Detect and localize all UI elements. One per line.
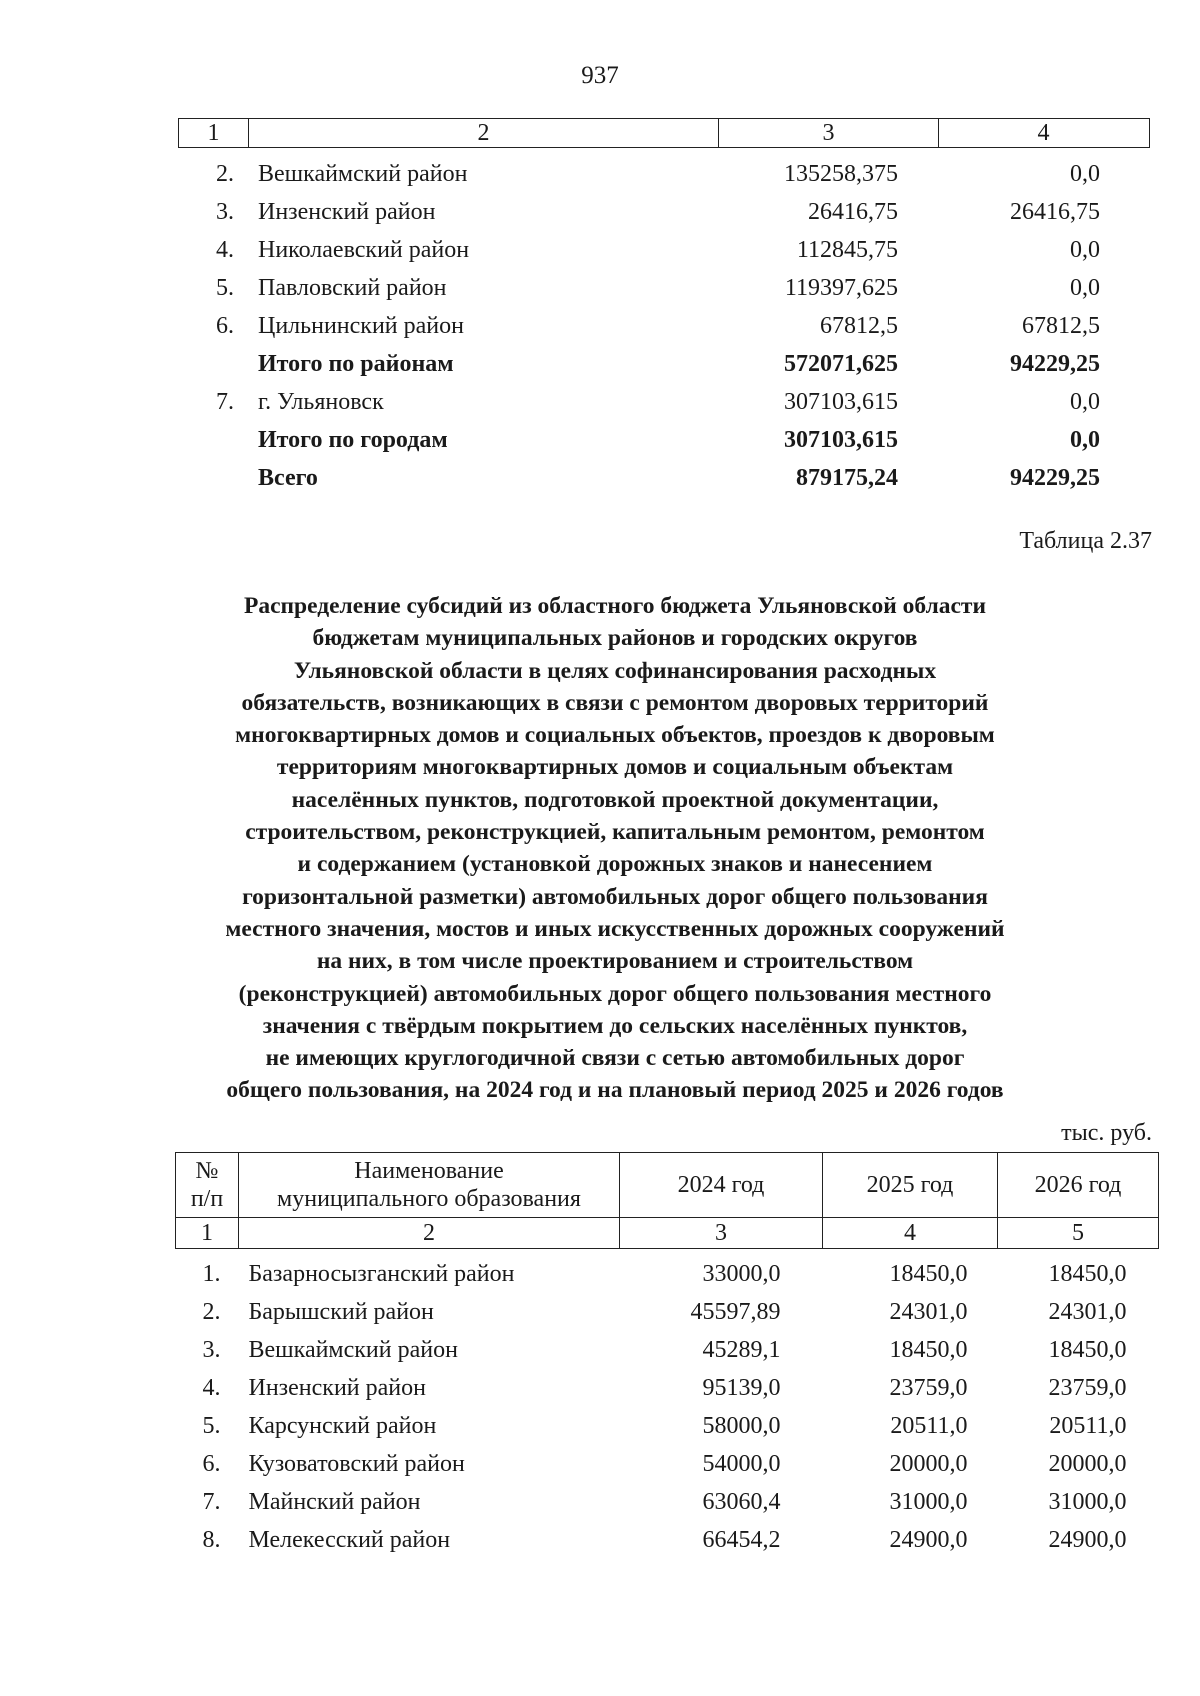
- municipality-name: Вешкаймский район: [258, 160, 468, 187]
- table-title: [150, 590, 1080, 1107]
- header-2024: 2024 год: [620, 1153, 823, 1218]
- title-line: многоквартирных домов и социальных объектов, проездов к дворовым: [235, 722, 995, 749]
- value-col4: 94229,25: [1010, 464, 1100, 491]
- table-row: [176, 1293, 1159, 1331]
- municipality-name: Всего: [258, 464, 318, 491]
- title-line: на них, в том числе проектированием и строительством: [316, 948, 914, 975]
- title-line: территориям многоквартирных домов и социальным объектам: [276, 754, 954, 781]
- row-number: 6.: [216, 312, 234, 339]
- row-number: 1.: [202, 1260, 221, 1287]
- table1-total-row: [178, 345, 1150, 383]
- value-col4: 0,0: [1070, 388, 1100, 415]
- table1-row: [178, 307, 1150, 345]
- value-2025: 20000,0: [889, 1450, 968, 1477]
- value-col3: 67812,5: [820, 312, 898, 339]
- header-number: [176, 1153, 239, 1218]
- header-name-line2: муниципального образования: [277, 1186, 581, 1212]
- title-line: местного значения, мостов и иных искусственных дорожных сооружений: [225, 915, 1005, 942]
- value-2024: 54000,0: [702, 1450, 781, 1477]
- municipality-name: Барышский район: [248, 1298, 434, 1325]
- row-number: 3.: [216, 198, 234, 225]
- row-number: 4.: [202, 1374, 221, 1401]
- subsidy-table: [175, 1152, 1159, 1559]
- col-number: 2: [239, 1218, 620, 1249]
- municipality-name: Итого по городам: [258, 426, 448, 453]
- col-number: 5: [998, 1218, 1159, 1249]
- value-2026: 23759,0: [1048, 1374, 1127, 1401]
- municipality-name: Вешкаймский район: [248, 1336, 458, 1363]
- value-2024: 45289,1: [702, 1336, 781, 1363]
- table1-row: [178, 269, 1150, 307]
- row-number: 5.: [202, 1412, 221, 1439]
- value-2026: 20000,0: [1048, 1450, 1127, 1477]
- title-line: населённых пунктов, подготовкой проектной документации,: [291, 786, 939, 813]
- table-row: [176, 1521, 1159, 1559]
- value-2024: 33000,0: [702, 1260, 781, 1287]
- table-row: [176, 1369, 1159, 1407]
- value-2024: 58000,0: [702, 1412, 781, 1439]
- value-col3: 307103,615: [784, 388, 898, 415]
- value-col4: 0,0: [1070, 426, 1100, 453]
- title-line: общего пользования, на 2024 год и на плановый период 2025 и 2026 годов: [226, 1077, 1004, 1104]
- title-line: и содержанием (установкой дорожных знаков и нанесением: [297, 851, 933, 878]
- title-line: Ульяновской области в целях софинансирования расходных: [293, 657, 937, 684]
- value-2025: 18450,0: [889, 1336, 968, 1363]
- title-line: значения с твёрдым покрытием до сельских населённых пунктов,: [262, 1012, 968, 1039]
- row-number: 5.: [216, 274, 234, 301]
- table-row: [176, 1249, 1159, 1294]
- table-row: [176, 1331, 1159, 1369]
- value-2025: 24900,0: [889, 1526, 968, 1553]
- table1-row: [178, 231, 1150, 269]
- row-number: 4.: [216, 236, 234, 263]
- row-number: 7.: [216, 388, 234, 415]
- table-row: [176, 1445, 1159, 1483]
- row-number: 3.: [202, 1336, 221, 1363]
- title-line: (реконструкцией) автомобильных дорог общего пользования местного: [238, 980, 992, 1007]
- value-col4: 0,0: [1070, 274, 1100, 301]
- value-2026: 18450,0: [1048, 1336, 1127, 1363]
- header-number-line2: п/п: [190, 1186, 224, 1212]
- row-number: 2.: [216, 160, 234, 187]
- col-number: 1: [176, 1218, 239, 1249]
- title-line: Распределение субсидий из областного бюджета Ульяновской области: [243, 593, 987, 619]
- table2-colnum-row: [176, 1218, 1159, 1249]
- value-2024: 45597,89: [690, 1298, 781, 1325]
- value-2026: 24900,0: [1048, 1526, 1127, 1553]
- value-2025: 18450,0: [889, 1260, 968, 1287]
- value-2026: 24301,0: [1048, 1298, 1127, 1325]
- table1-row: [178, 383, 1150, 421]
- table-row: [176, 1407, 1159, 1445]
- municipality-name: Инзенский район: [248, 1374, 426, 1401]
- table1-col-number: 2: [249, 119, 719, 147]
- municipality-name: г. Ульяновск: [258, 388, 384, 415]
- table1-col-number: 4: [1037, 119, 1050, 146]
- municipality-name: Карсунский район: [248, 1412, 437, 1439]
- value-2026: 18450,0: [1048, 1260, 1127, 1287]
- value-2026: 20511,0: [1049, 1412, 1127, 1439]
- value-2024: 95139,0: [702, 1374, 781, 1401]
- value-col4: 0,0: [1070, 160, 1100, 187]
- header-name: [239, 1153, 620, 1218]
- header-name-line1: Наименование: [354, 1158, 504, 1184]
- municipality-name: Кузоватовский район: [248, 1450, 465, 1477]
- municipality-name: Майнский район: [248, 1488, 421, 1515]
- table1-total-row: [178, 421, 1150, 459]
- value-col3: 119397,625: [784, 274, 898, 301]
- value-2025: 20511,0: [890, 1412, 968, 1439]
- header-2026: 2026 год: [998, 1153, 1159, 1218]
- municipality-name: Павловский район: [258, 274, 447, 301]
- title-line: бюджетам муниципальных районов и городских округов: [312, 625, 918, 652]
- row-number: 8.: [202, 1526, 221, 1553]
- table1-body: [178, 155, 1150, 497]
- value-col4: 26416,75: [1010, 198, 1100, 225]
- row-number: 6.: [202, 1450, 221, 1477]
- table1-header-row: [178, 118, 1150, 148]
- table2-header-row: [176, 1153, 1159, 1218]
- page-number: 937: [581, 62, 619, 89]
- value-col4: 67812,5: [1022, 312, 1100, 339]
- value-2025: 23759,0: [889, 1374, 968, 1401]
- value-col3: 112845,75: [796, 236, 898, 263]
- value-2024: 63060,4: [702, 1488, 781, 1515]
- municipality-name: Итого по районам: [258, 350, 454, 377]
- municipality-name: Цильнинский район: [258, 312, 464, 339]
- value-2024: 66454,2: [702, 1526, 781, 1553]
- title-line: горизонтальной разметки) автомобильных дорог общего пользования: [242, 883, 988, 910]
- value-col3: 307103,615: [784, 426, 898, 453]
- table1-col-number: 3: [719, 119, 939, 147]
- col-number: 4: [823, 1218, 998, 1249]
- value-2025: 24301,0: [889, 1298, 968, 1325]
- value-col4: 0,0: [1070, 236, 1100, 263]
- units-label: тыс. руб.: [1061, 1120, 1152, 1146]
- table2-body: [176, 1249, 1159, 1560]
- table-label: Таблица 2.37: [1019, 528, 1152, 554]
- title-line: не имеющих круглогодичной связи с сетью автомобильных дорог: [265, 1045, 965, 1072]
- value-col4: 94229,25: [1010, 350, 1100, 377]
- table1-row: [178, 155, 1150, 193]
- header-2025: 2025 год: [823, 1153, 998, 1218]
- table1-row: [178, 193, 1150, 231]
- table1-total-row: [178, 459, 1150, 497]
- value-col3: 879175,24: [796, 464, 898, 491]
- title-line: строительством, реконструкцией, капитальным ремонтом, ремонтом: [245, 819, 985, 846]
- col-number: 3: [620, 1218, 823, 1249]
- municipality-name: Базарносызганский район: [248, 1260, 515, 1287]
- table-row: [176, 1483, 1159, 1521]
- row-number: 7.: [202, 1488, 221, 1515]
- value-col3: 572071,625: [784, 350, 898, 377]
- municipality-name: Инзенский район: [258, 198, 436, 225]
- municipality-name: Мелекесский район: [248, 1526, 451, 1553]
- header-number-line1: №: [195, 1158, 219, 1184]
- table1-col-number: 1: [179, 119, 249, 147]
- value-2025: 31000,0: [889, 1488, 968, 1515]
- municipality-name: Николаевский район: [258, 236, 470, 263]
- value-col3: 26416,75: [808, 198, 898, 225]
- row-number: 2.: [202, 1298, 221, 1325]
- title-line: обязательств, возникающих в связи с ремонтом дворовых территорий: [241, 689, 989, 716]
- value-2026: 31000,0: [1048, 1488, 1127, 1515]
- value-col3: 135258,375: [784, 160, 898, 187]
